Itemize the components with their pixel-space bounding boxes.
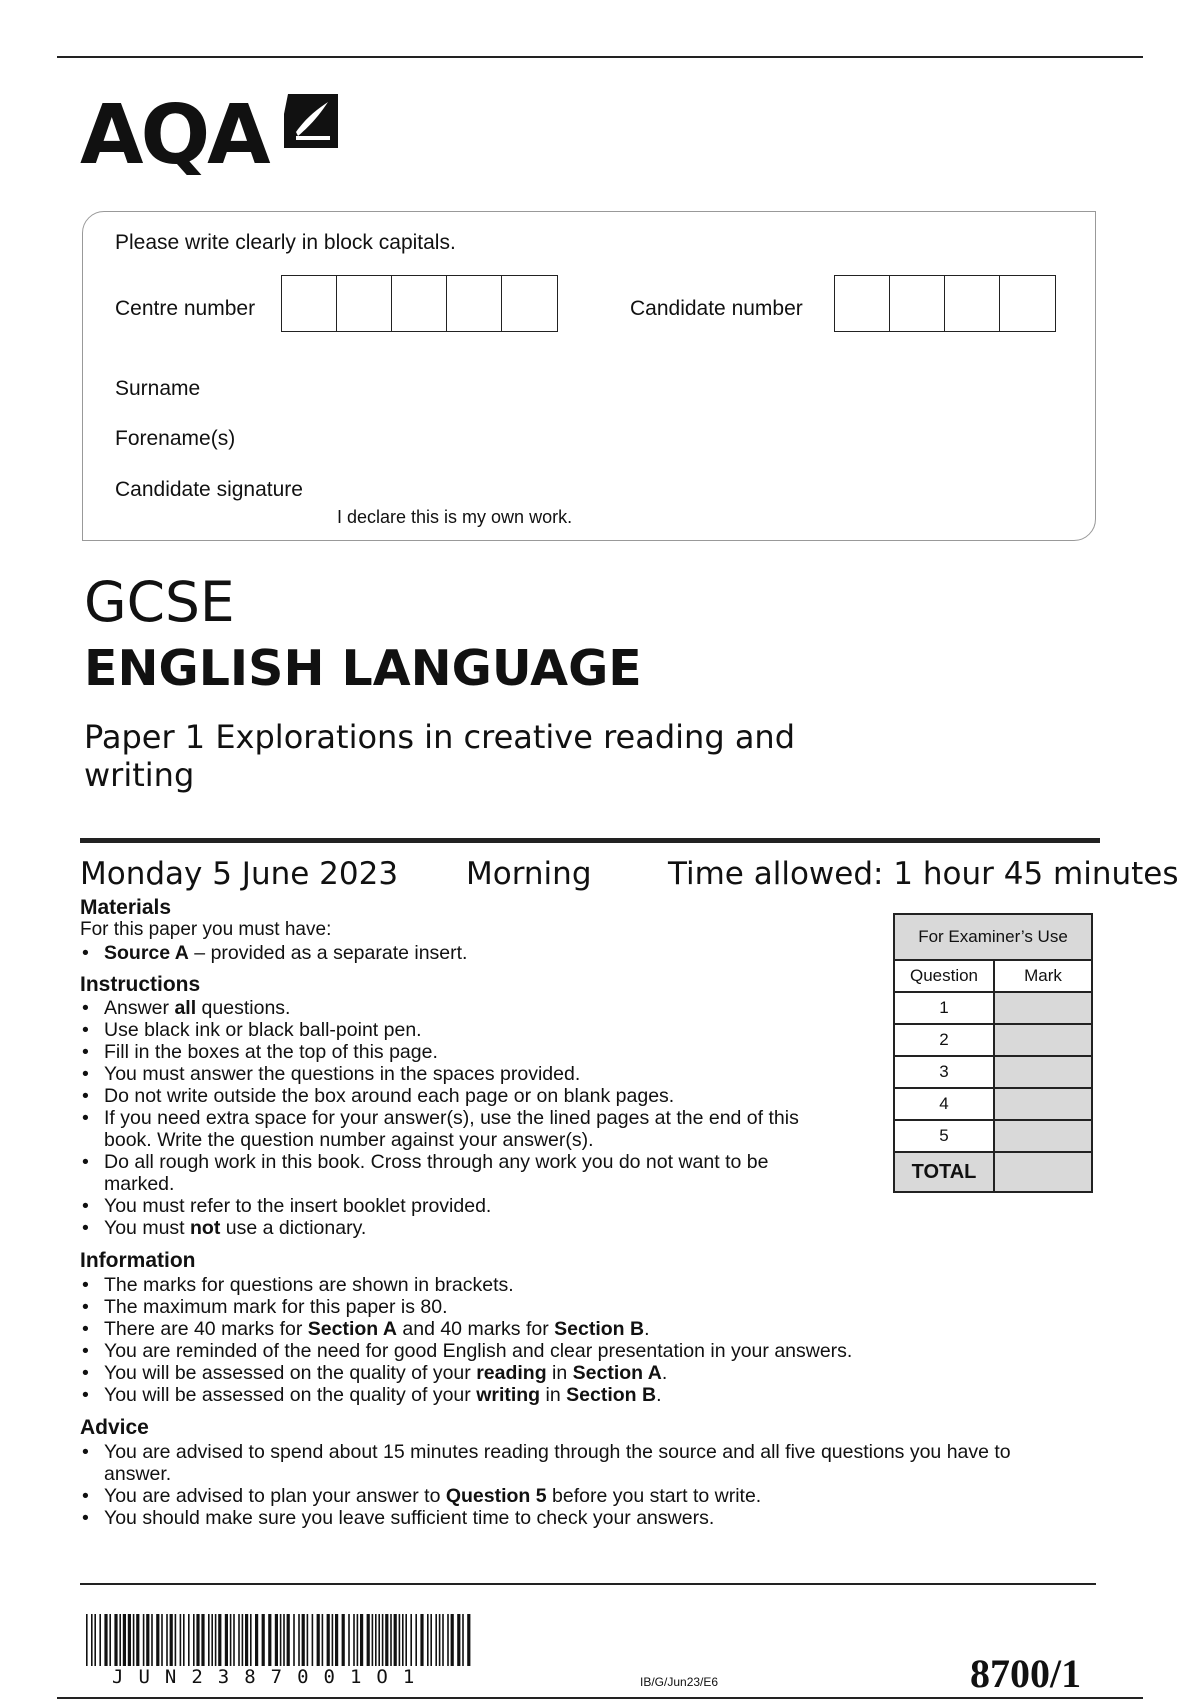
- advice-list: [80, 1441, 1080, 1529]
- barcode-bar: [287, 1614, 290, 1666]
- barcode-bar: [372, 1614, 374, 1666]
- block-capitals-instruction: Please write clearly in block capitals.: [115, 231, 456, 254]
- barcode-bar: [312, 1614, 314, 1666]
- barcode-bar: [457, 1614, 460, 1666]
- centre-digit-box[interactable]: [392, 276, 447, 331]
- materials-list: [80, 942, 840, 964]
- barcode-bar: [378, 1614, 380, 1666]
- aqa-logo: [80, 86, 360, 186]
- barcode-bar: [307, 1614, 309, 1666]
- barcode-bar: [156, 1614, 159, 1666]
- barcode-bar: [327, 1614, 330, 1666]
- list-item: • Do not write outside the box around each page or on blank pages.: [80, 1085, 840, 1107]
- barcode-bar: [410, 1614, 412, 1666]
- materials-intro: For this paper you must have:: [80, 919, 332, 940]
- barcode-bar: [385, 1614, 388, 1666]
- barcode-bar: [430, 1614, 432, 1666]
- barcode-bar: [196, 1614, 199, 1666]
- barcode-bar: [335, 1614, 338, 1666]
- barcode-bar: [332, 1614, 334, 1666]
- barcode-bar: [375, 1614, 377, 1666]
- barcode-bar: [146, 1614, 149, 1666]
- paper-title: Paper 1 Explorations in creative reading and writing: [84, 718, 796, 794]
- barcode-bar: [439, 1614, 441, 1666]
- barcode-bar: [360, 1614, 363, 1666]
- barcode-bar: [180, 1614, 182, 1666]
- barcode-bar: [382, 1614, 384, 1666]
- mark-cell: [994, 992, 1092, 1024]
- list-item: • You are reminded of the need for good English and clear presentation in your answers.: [80, 1340, 1080, 1362]
- total-mark-cell: [994, 1152, 1092, 1192]
- barcode-bar: [208, 1614, 210, 1666]
- barcode-bar: [405, 1614, 407, 1666]
- mark-cell: [994, 1120, 1092, 1152]
- list-item: • You will be assessed on the quality of your reading in Section A.: [80, 1362, 1080, 1384]
- candidate-digit-box[interactable]: [1000, 276, 1055, 331]
- materials-heading: Materials: [80, 896, 172, 919]
- candidate-number-label: Candidate number: [630, 297, 803, 320]
- barcode-bar: [183, 1614, 185, 1666]
- list-item: • There are 40 marks for Section A and 40 marks for Section B.: [80, 1318, 1080, 1340]
- barcode-bar: [170, 1614, 173, 1666]
- barcode-bar: [91, 1614, 93, 1666]
- barcode-bar: [175, 1614, 177, 1666]
- centre-number-label: Centre number: [115, 297, 256, 320]
- barcode-bar: [114, 1614, 117, 1666]
- barcode-bar: [136, 1614, 139, 1666]
- barcode-bar: [166, 1614, 168, 1666]
- centre-number-boxes[interactable]: [281, 275, 558, 332]
- total-label: TOTAL: [894, 1152, 994, 1192]
- title-rule: [80, 838, 1100, 843]
- barcode-bar: [86, 1614, 88, 1666]
- barcode-bar: [427, 1614, 429, 1666]
- barcode-bar: [348, 1614, 350, 1666]
- barcode-bar: [399, 1614, 401, 1666]
- logo-text: AQA: [80, 88, 268, 183]
- information-heading: Information: [80, 1249, 196, 1272]
- barcode-bar: [218, 1614, 221, 1666]
- barcode-bar: [161, 1614, 163, 1666]
- barcode-bar: [128, 1614, 131, 1666]
- barcode-bar: [462, 1614, 464, 1666]
- barcode-bar: [233, 1614, 235, 1666]
- barcode-bar: [225, 1614, 228, 1666]
- barcode-bar: [262, 1614, 265, 1666]
- barcode-bar: [242, 1614, 244, 1666]
- question-number: 2: [894, 1024, 994, 1056]
- barcode-bar: [245, 1614, 248, 1666]
- mark-column-header: Mark: [994, 960, 1092, 992]
- list-item: • You must not use a dictionary.: [80, 1217, 840, 1239]
- top-rule: [57, 56, 1143, 58]
- list-item: • If you need extra space for your answer(s), use the lined pages at the end of this book. Write the question number against your answer(s).: [80, 1107, 840, 1151]
- centre-digit-box[interactable]: [447, 276, 502, 331]
- barcode-bar: [238, 1614, 240, 1666]
- information-list: [80, 1274, 1080, 1406]
- barcode-bar: [250, 1614, 252, 1666]
- subject-title: ENGLISH LANGUAGE: [84, 640, 642, 697]
- candidate-digit-box[interactable]: [945, 276, 1000, 331]
- barcode-bar: [420, 1614, 423, 1666]
- advice-heading: Advice: [80, 1416, 149, 1439]
- list-item: • Use black ink or black ball-point pen.: [80, 1019, 840, 1041]
- barcode-bar: [342, 1614, 345, 1666]
- time-allowed: Time allowed: 1 hour 45 minutes: [668, 856, 1179, 892]
- list-item: • The marks for questions are shown in brackets.: [80, 1274, 1080, 1296]
- barcode-bar: [94, 1614, 96, 1666]
- barcode-bar: [133, 1614, 135, 1666]
- barcode-bar: [447, 1614, 449, 1666]
- centre-digit-box[interactable]: [502, 276, 557, 331]
- barcode-bar: [322, 1614, 324, 1666]
- barcode-bar: [402, 1614, 404, 1666]
- barcode-bar: [280, 1614, 282, 1666]
- examiners-use-table: [893, 913, 1093, 1193]
- question-number: 3: [894, 1056, 994, 1088]
- centre-digit-box[interactable]: [337, 276, 392, 331]
- barcode-bar: [302, 1614, 305, 1666]
- barcode-bar: [230, 1614, 232, 1666]
- barcode-bar: [109, 1614, 111, 1666]
- list-item: • Do all rough work in this book. Cross through any work you do not want to be marked.: [80, 1151, 840, 1195]
- barcode-bar: [357, 1614, 359, 1666]
- centre-digit-box[interactable]: [282, 276, 337, 331]
- declaration-text: I declare this is my own work.: [337, 507, 573, 527]
- barcode-bar: [283, 1614, 285, 1666]
- paper-code: 8700/1: [970, 1651, 1082, 1696]
- barcode-bar: [143, 1614, 145, 1666]
- list-item: • The maximum mark for this paper is 80.: [80, 1296, 1080, 1318]
- list-item: • You are advised to plan your answer to Question 5 before you start to write.: [80, 1485, 1080, 1507]
- barcode-bar: [99, 1614, 101, 1666]
- list-item: • Fill in the boxes at the top of this page.: [80, 1041, 840, 1063]
- barcode-bar: [255, 1614, 258, 1666]
- barcode-bar: [215, 1614, 217, 1666]
- candidate-digit-box[interactable]: [835, 276, 890, 331]
- list-item: • You will be assessed on the quality of your writing in Section B.: [80, 1384, 1080, 1406]
- qualification-level: GCSE: [84, 570, 235, 634]
- instructions-list: [80, 997, 840, 1239]
- barcode-bar: [394, 1614, 397, 1666]
- barcode-bar: [317, 1614, 320, 1666]
- candidate-digit-box[interactable]: [890, 276, 945, 331]
- barcode-bar: [201, 1614, 204, 1666]
- list-item: • You must answer the questions in the spaces provided.: [80, 1063, 840, 1085]
- barcode-bar: [104, 1614, 107, 1666]
- list-item: • You should make sure you leave sufficient time to check your answers.: [80, 1507, 1080, 1529]
- barcode-bar: [467, 1614, 470, 1666]
- mark-cell: [994, 1024, 1092, 1056]
- exam-date: Monday 5 June 2023: [80, 856, 399, 892]
- list-item: • Source A – provided as a separate insert.: [80, 942, 840, 964]
- barcode-bar: [119, 1614, 121, 1666]
- barcode-bar: [188, 1614, 190, 1666]
- question-number: 1: [894, 992, 994, 1024]
- barcode-bar: [268, 1614, 271, 1666]
- forename-label: Forename(s): [115, 427, 236, 450]
- barcode-bar: [211, 1614, 213, 1666]
- barcode-bar: [367, 1614, 370, 1666]
- candidate-number-boxes[interactable]: [834, 275, 1056, 332]
- candidate-details-box: [82, 211, 1096, 541]
- barcode-bar: [123, 1614, 126, 1666]
- examiners-use-title: For Examiner’s Use: [894, 914, 1092, 960]
- footer-rule: [80, 1583, 1096, 1585]
- mark-cell: [994, 1056, 1092, 1088]
- surname-label: Surname: [115, 377, 201, 400]
- barcode-bar: [193, 1614, 195, 1666]
- list-item: • Answer all questions.: [80, 997, 840, 1019]
- signature-label: Candidate signature: [115, 478, 303, 501]
- question-column-header: Question: [894, 960, 994, 992]
- question-number: 5: [894, 1120, 994, 1152]
- bottom-rule: [57, 1697, 1143, 1699]
- barcode: [86, 1614, 472, 1674]
- list-item: • You are advised to spend about 15 minutes reading through the source and all five questions you have to answer.: [80, 1441, 1080, 1485]
- barcode-bar: [353, 1614, 355, 1666]
- barcode-bar: [442, 1614, 444, 1666]
- barcode-bar: [293, 1614, 295, 1666]
- barcode-bar: [275, 1614, 278, 1666]
- mark-cell: [994, 1088, 1092, 1120]
- barcode-text: JUN2387001O1: [112, 1666, 430, 1688]
- barcode-bar: [390, 1614, 392, 1666]
- barcode-bar: [151, 1614, 153, 1666]
- question-number: 4: [894, 1088, 994, 1120]
- barcode-bar: [451, 1614, 454, 1666]
- barcode-bar: [435, 1614, 437, 1666]
- document-reference: IB/G/Jun23/E6: [640, 1675, 719, 1689]
- list-item: • You must refer to the insert booklet provided.: [80, 1195, 840, 1217]
- aqa-logo-mark-icon: [280, 92, 340, 152]
- exam-session: Morning: [466, 856, 592, 892]
- barcode-bar: [415, 1614, 417, 1666]
- barcode-bar: [298, 1614, 300, 1666]
- instructions-heading: Instructions: [80, 973, 201, 996]
